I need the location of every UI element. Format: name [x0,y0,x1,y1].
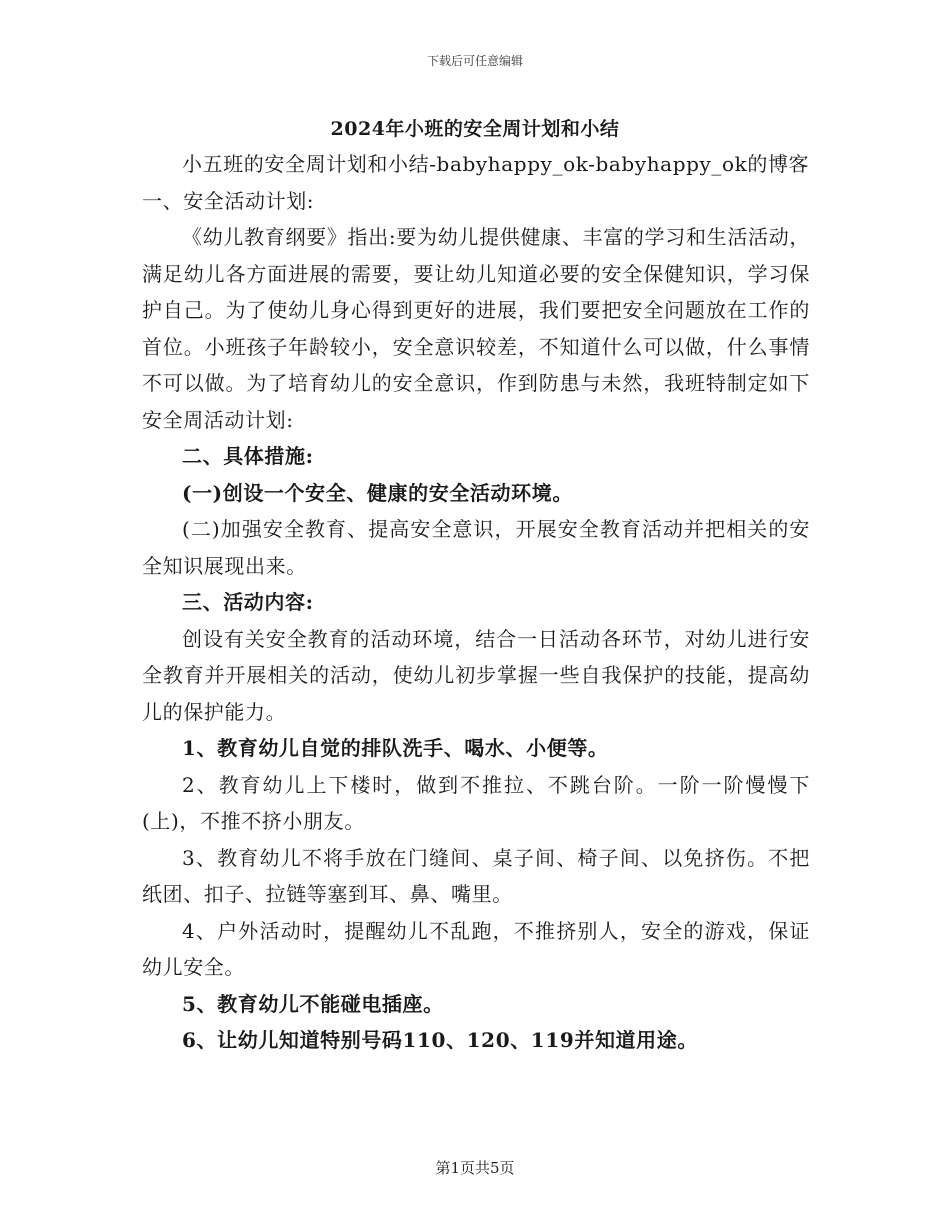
paragraph: 5、教育幼儿不能碰电插座。 [182,991,444,1016]
paragraph: 创设有关安全教育的活动环境，结合一日活动各环节，对幼儿进行安全教育并开展相关的活动，使幼儿初步掌握一些自我保护的技能，提高幼儿的保护能力。 [142,626,810,724]
paragraph: 1、教育幼儿自觉的排队洗手、喝水、小便等。 [182,736,609,760]
paragraph: 6、让幼儿知道特别号码110、120、119并知道用途。 [182,1028,698,1052]
paragraph: 三、活动内容: [182,590,314,614]
document-body [142,146,810,1059]
paragraph: (一)创设一个安全、健康的安全活动环境。 [182,480,573,505]
paragraph: (二)加强安全教育、提高安全意识，开展安全教育活动并把相关的安全知识展现出来。 [142,517,810,578]
paragraph: 2、教育幼儿上下楼时，做到不推拉、不跳台阶。一阶一阶慢慢下(上)，不推不挤小朋友。 [142,772,810,833]
page-footer: 第1页共5页 [435,1159,515,1177]
paragraph: 一、安全活动计划: [142,188,315,213]
paragraph: 小五班的安全周计划和小结-babyhappy_ok-babyhappy_ok的博客 [182,152,810,176]
document-title: 2024年小班的安全周计划和小结 [330,118,620,140]
header-note: 下载后可任意编辑 [426,54,523,68]
paragraph: 4、户外活动时，提醒幼儿不乱跑，不推挤别人，安全的游戏，保证幼儿安全。 [142,918,810,979]
paragraph: 《幼儿教育纲要》指出:要为幼儿提供健康、丰富的学习和生活活动，满足幼儿各方面进展的需要，要让幼儿知道必要的安全保健知识，学习保护自己。为了使幼儿身心得到更好的进展，我们要把安全问题放在工作的首位。小班孩子年龄较小，安全意识较差，不知道什么可以做，什么事情不可以做。为了培育幼儿的安全意识，作到防患与未然，我班特制定如下安全周活动计划: [142,225,810,432]
paragraph: 二、具体措施: [182,444,314,468]
paragraph: 3、教育幼儿不将手放在门缝间、桌子间、椅子间、以免挤伤。不把纸团、扣子、拉链等塞到耳、鼻、嘴里。 [142,845,810,906]
